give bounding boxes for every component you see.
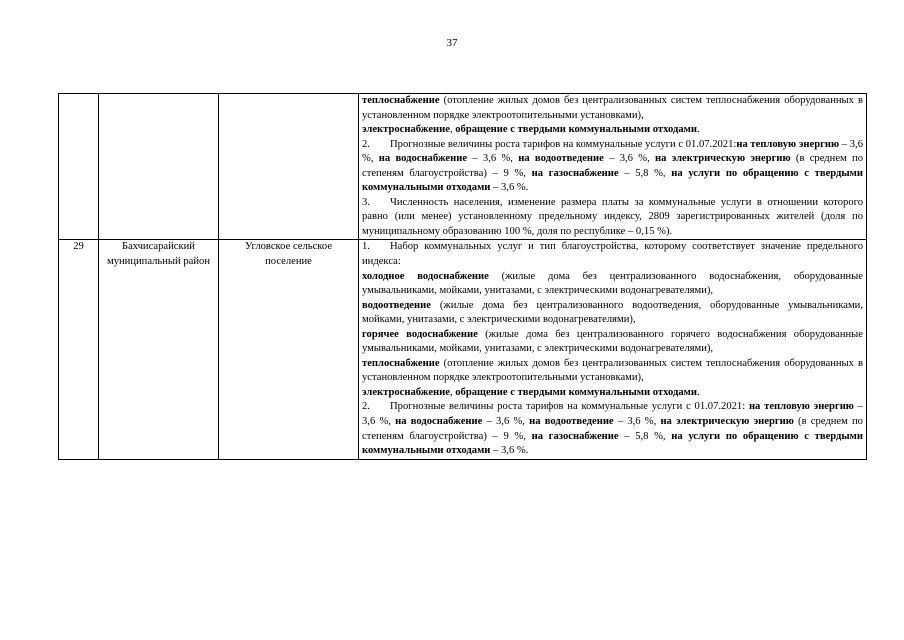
bold-text: на газоснабжение bbox=[531, 167, 619, 179]
paragraph bbox=[362, 400, 863, 458]
bold-text: на водоотведение bbox=[529, 416, 614, 428]
bold-text: на газоснабжение bbox=[531, 430, 619, 442]
text-run: Набор коммунальных услуг и тип благоустройства, которому соответствует значение предельного индекса: bbox=[362, 241, 863, 268]
settlement-cell bbox=[219, 94, 359, 240]
text-run: – 3,6 %, bbox=[482, 416, 530, 428]
item-number: 3. bbox=[362, 196, 370, 208]
text-run: – 3,6 %, bbox=[467, 153, 519, 165]
bold-text: электроснабжение bbox=[362, 124, 450, 136]
paragraph bbox=[362, 270, 863, 299]
bold-text: на электрическую энергию bbox=[655, 153, 791, 165]
page-number: 37 bbox=[446, 37, 458, 49]
paragraph bbox=[362, 123, 863, 138]
bold-text: на водоснабжение bbox=[395, 416, 483, 428]
text-run: (в среднем по степеням благоустройства) – 9 %, bbox=[362, 416, 863, 442]
text-run: – 3,6 %. bbox=[490, 182, 529, 194]
text-run: (отопление жилых домов без централизованных систем теплоснабжения оборудованных в установленном порядке электроотопительными установками), bbox=[362, 95, 863, 121]
text-run: , bbox=[449, 386, 456, 398]
text-run: – 5,8 %, bbox=[618, 167, 672, 179]
text-run: (жилые дома без централизованного водоотведения, оборудованные умывальниками, мойками, унитазами, с электрическими водонагревателями), bbox=[362, 299, 863, 326]
bold-text: на тепловую энергию bbox=[748, 401, 854, 413]
text-run: . bbox=[696, 124, 700, 136]
bold-text: холодное водоснабжение bbox=[362, 270, 489, 282]
text-run: – 3,6 %, bbox=[613, 416, 661, 428]
paragraph bbox=[362, 240, 863, 269]
text-run: (жилые дома без централизованного горячего водоснабжения оборудованные умывальниками, мойками, унитазами, с электрическими водонагревателями), bbox=[362, 328, 863, 355]
row-number-cell bbox=[59, 94, 99, 240]
text-run: . bbox=[696, 386, 700, 398]
text-run: Прогнозные величины роста тарифов на коммунальные услуги с 01.07.2021: bbox=[390, 401, 749, 413]
paragraph bbox=[362, 94, 863, 123]
bold-text: на услуги по обращению с твердыми коммунальными отходами bbox=[362, 430, 863, 457]
bold-text: обращение с твердыми коммунальными отходами bbox=[455, 386, 697, 398]
conditions-cell bbox=[359, 240, 867, 459]
item-number: 2. bbox=[362, 401, 370, 413]
table-row bbox=[59, 240, 867, 459]
paragraph bbox=[362, 357, 863, 386]
text-run: Численность населения, изменение размера платы за коммунальные услуги в отношении которого равно (или менее) установленному предельному индексу, 2809 зарегистрированных жителей (доля по муниципальному образованию 100 %, доля по республике – 0,15 %). bbox=[362, 196, 863, 237]
text-run: – 3,6 %, bbox=[362, 138, 863, 165]
text-run: Прогнозные величины роста тарифов на коммунальные услуги с 01.07.2021: bbox=[390, 138, 737, 150]
settlement-cell: Угловское сельское поселение bbox=[219, 240, 359, 459]
row-number-cell: 29 bbox=[59, 240, 99, 459]
bold-text: на услуги по обращению с твердыми коммунальными отходами bbox=[362, 167, 863, 194]
district-cell: Бахчисарайский муниципальный район bbox=[99, 240, 219, 459]
bold-text: электроснабжение bbox=[362, 386, 450, 398]
bold-text: на водоснабжение bbox=[378, 153, 468, 165]
paragraph bbox=[362, 299, 863, 328]
paragraph bbox=[362, 386, 863, 401]
bold-text: на электрическую энергию bbox=[660, 416, 794, 428]
text-run: – 3,6 %. bbox=[490, 445, 529, 457]
bold-text: на водоотведение bbox=[518, 153, 604, 165]
bold-text: обращение с твердыми коммунальными отходами bbox=[455, 124, 697, 136]
text-run: – 3,6 %, bbox=[603, 153, 656, 165]
text-run: (в среднем по степеням благоустройства) – 9 %, bbox=[362, 153, 864, 179]
bold-text: водоотведение bbox=[362, 299, 431, 311]
paragraph bbox=[362, 328, 863, 357]
text-run: (жилые дома без централизованного водоснабжения, оборудованные умывальниками, мойками, унитазами, с электрическими водонагревателями), bbox=[362, 270, 863, 297]
bold-text: теплоснабжение bbox=[362, 357, 440, 369]
tariff-table bbox=[58, 93, 867, 460]
bold-text: на тепловую энергию bbox=[736, 138, 840, 150]
text-run: (отопление жилых домов без централизованных систем теплоснабжения оборудованных в установленном порядке электроотопительными установками), bbox=[362, 357, 863, 384]
table-row bbox=[59, 94, 867, 240]
paragraph bbox=[362, 196, 863, 240]
item-number: 2. bbox=[362, 138, 370, 150]
text-run: – 5,8 %, bbox=[618, 430, 672, 442]
text-run: – 3,6 %, bbox=[362, 401, 863, 428]
conditions-cell bbox=[359, 94, 867, 240]
bold-text: теплоснабжение bbox=[362, 95, 440, 106]
bold-text: горячее водоснабжение bbox=[362, 328, 478, 340]
district-cell bbox=[99, 94, 219, 240]
item-number: 1. bbox=[362, 241, 370, 253]
paragraph bbox=[362, 138, 863, 196]
text-run: , bbox=[449, 124, 456, 136]
